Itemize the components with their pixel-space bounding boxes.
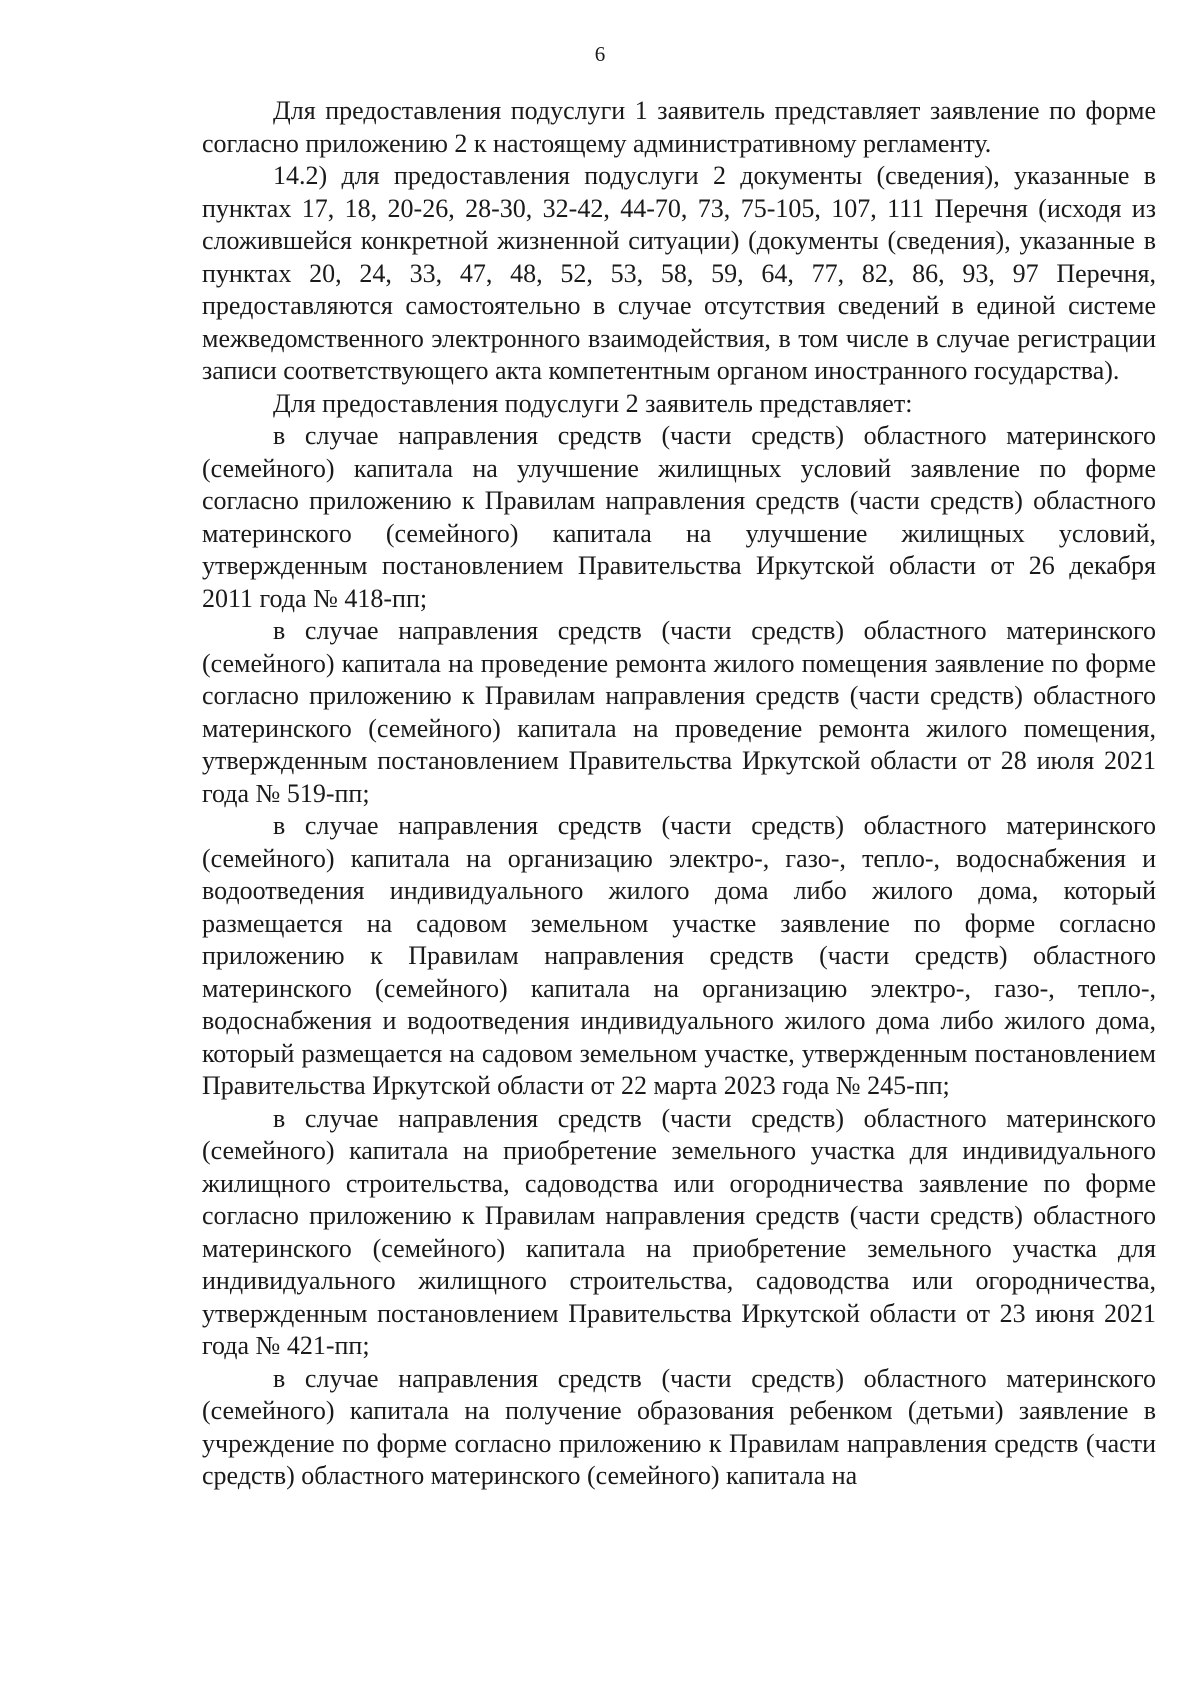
paragraph-utilities: в случае направления средств (части средств) областного материнского (семейного) капитала на организацию электро-, газо-, тепло-, водоснабжения и водоотведения индивидуального жилого дома либо жилого дома, который размещается на садовом земельном участке заявление по форме согласно приложению к Правилам направления средств (части средств) областного материнского (семейного) капитала на организацию электро-, газо-, тепло-, водоснабжения и водоотведения индивидуального жилого дома либо жилого дома, который размещается на садовом земельном участке, утвержденным постановлением Правительства Иркутской области от 22 марта 2023 года № 245-пп; [202, 811, 1156, 1100]
paragraph-subservice-2-intro: Для предоставления подуслуги 2 заявитель представляет: [273, 388, 913, 418]
document-body [202, 95, 1156, 1493]
page-number: 6 [594, 42, 606, 66]
paragraph-14-2: 14.2) для предоставления подуслуги 2 документы (сведения), указанные в пунктах 17, 18, 20-26, 28-30, 32-42, 44-70, 73, 75-105, 107, 111 Перечня (исходя из сложившейся конкретной жизненной ситуации) (документы (сведения), указанные в пунктах 20, 24, 33, 47, 48, 52, 53, 58, 59, 64, 77, 82, 86, 93, 97 Перечня, предоставляются самостоятельно в случае отсутствия сведений в единой системе межведомственного электронного взаимодействия, в том числе в случае регистрации записи соответствующего акта компетентным органом иностранного государства). [202, 161, 1156, 385]
paragraph-education: в случае направления средств (части средств) областного материнского (семейного) капитала на получение образования ребенком (детьми) заявление в учреждение по форме согласно приложению к Правилам направления средств (части средств) областного материнского (семейного) капитала на [202, 1363, 1156, 1490]
paragraph-repair: в случае направления средств (части средств) областного материнского (семейного) капитала на проведение ремонта жилого помещения заявление по форме согласно приложению к Правилам направления средств (части средств) областного материнского (семейного) капитала на проведение ремонта жилого помещения, утвержденным постановлением Правительства Иркутской области от 28 июля 2021 года № 519-пп; [202, 616, 1156, 808]
paragraph-housing-conditions: в случае направления средств (части средств) областного материнского (семейного) капитала на улучшение жилищных условий заявление по форме согласно приложению к Правилам направления средств (части средств) областного материнского (семейного) капитала на улучшение жилищных условий, утвержденным постановлением Правительства Иркутской области от 26 декабря 2011 года № 418-пп; [202, 421, 1156, 613]
paragraph-subservice-1-application: Для предоставления подуслуги 1 заявитель представляет заявление по форме согласно приложению 2 к настоящему административному регламенту. [202, 96, 1156, 158]
paragraph-land-plot: в случае направления средств (части средств) областного материнского (семейного) капитала на приобретение земельного участка для индивидуального жилищного строительства, садоводства или огородничества заявление по форме согласно приложению к Правилам направления средств (части средств) областного материнского (семейного) капитала на приобретение земельного участка для индивидуального жилищного строительства, садоводства или огородничества, утвержденным постановлением Правительства Иркутской области от 23 июня 2021 года № 421-пп; [202, 1103, 1156, 1360]
